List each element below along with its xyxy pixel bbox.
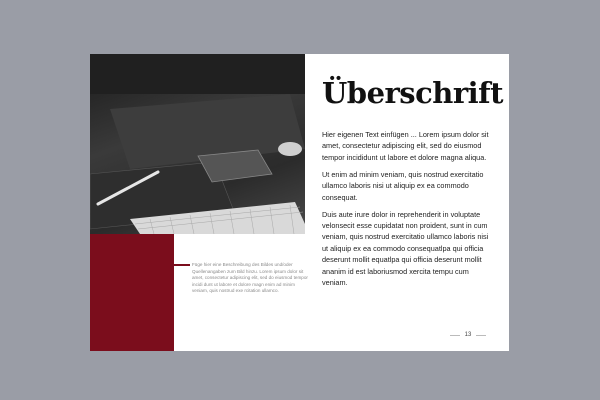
image-caption: Füge hier eine Beschreibung des Bildes und/oder Quellenangaben zum Bild hinzu. Lorem ipsum dolor sit amet, consectetur adipiscing elit, sed do eiusmod tempor incidi dunt ut labore et dolore magn enim ad minim veniam, quis nostrud exe rcitation ullamco. — [192, 262, 308, 294]
page-title: Überschrift — [322, 76, 504, 110]
left-dash — [450, 335, 460, 336]
caption-marker — [174, 264, 190, 266]
monitor-base — [90, 54, 305, 94]
mouse — [278, 142, 302, 156]
paragraph-3: Duis aute irure dolor in reprehenderit in voluptate velonsecit esse cupidatat non proident, sunt in cum veniam, quis nostrud exercitatio ullamco laboris nisi ut aliquip ex ea commodo consequatlpa qui officia deserunt mollit equatlpa qui officia deserunt mollit ananim id est laboriusmod xercita tempu cum veniam. — [322, 209, 489, 288]
document-page — [90, 54, 509, 351]
desk-photo — [90, 54, 305, 234]
desk-illustration — [90, 54, 305, 234]
accent-block — [90, 234, 174, 351]
right-dash — [476, 335, 486, 336]
paragraph-2: Ut enim ad minim veniam, quis nostrud exercitatio ullamco laboris nisi ut aliquip ex ea commodo consequat. — [322, 169, 484, 202]
page-number-footer — [445, 330, 491, 340]
body-text — [322, 129, 492, 294]
page-number: 13 — [464, 332, 472, 338]
paragraph-1: Hier eigenen Text einfügen ... Lorem ipsum dolor sit amet, consectetur adipiscing elit, sed do eiusmod tempor incididunt ut labore et dolore magna aliqua. — [322, 130, 489, 162]
phone — [198, 150, 272, 182]
